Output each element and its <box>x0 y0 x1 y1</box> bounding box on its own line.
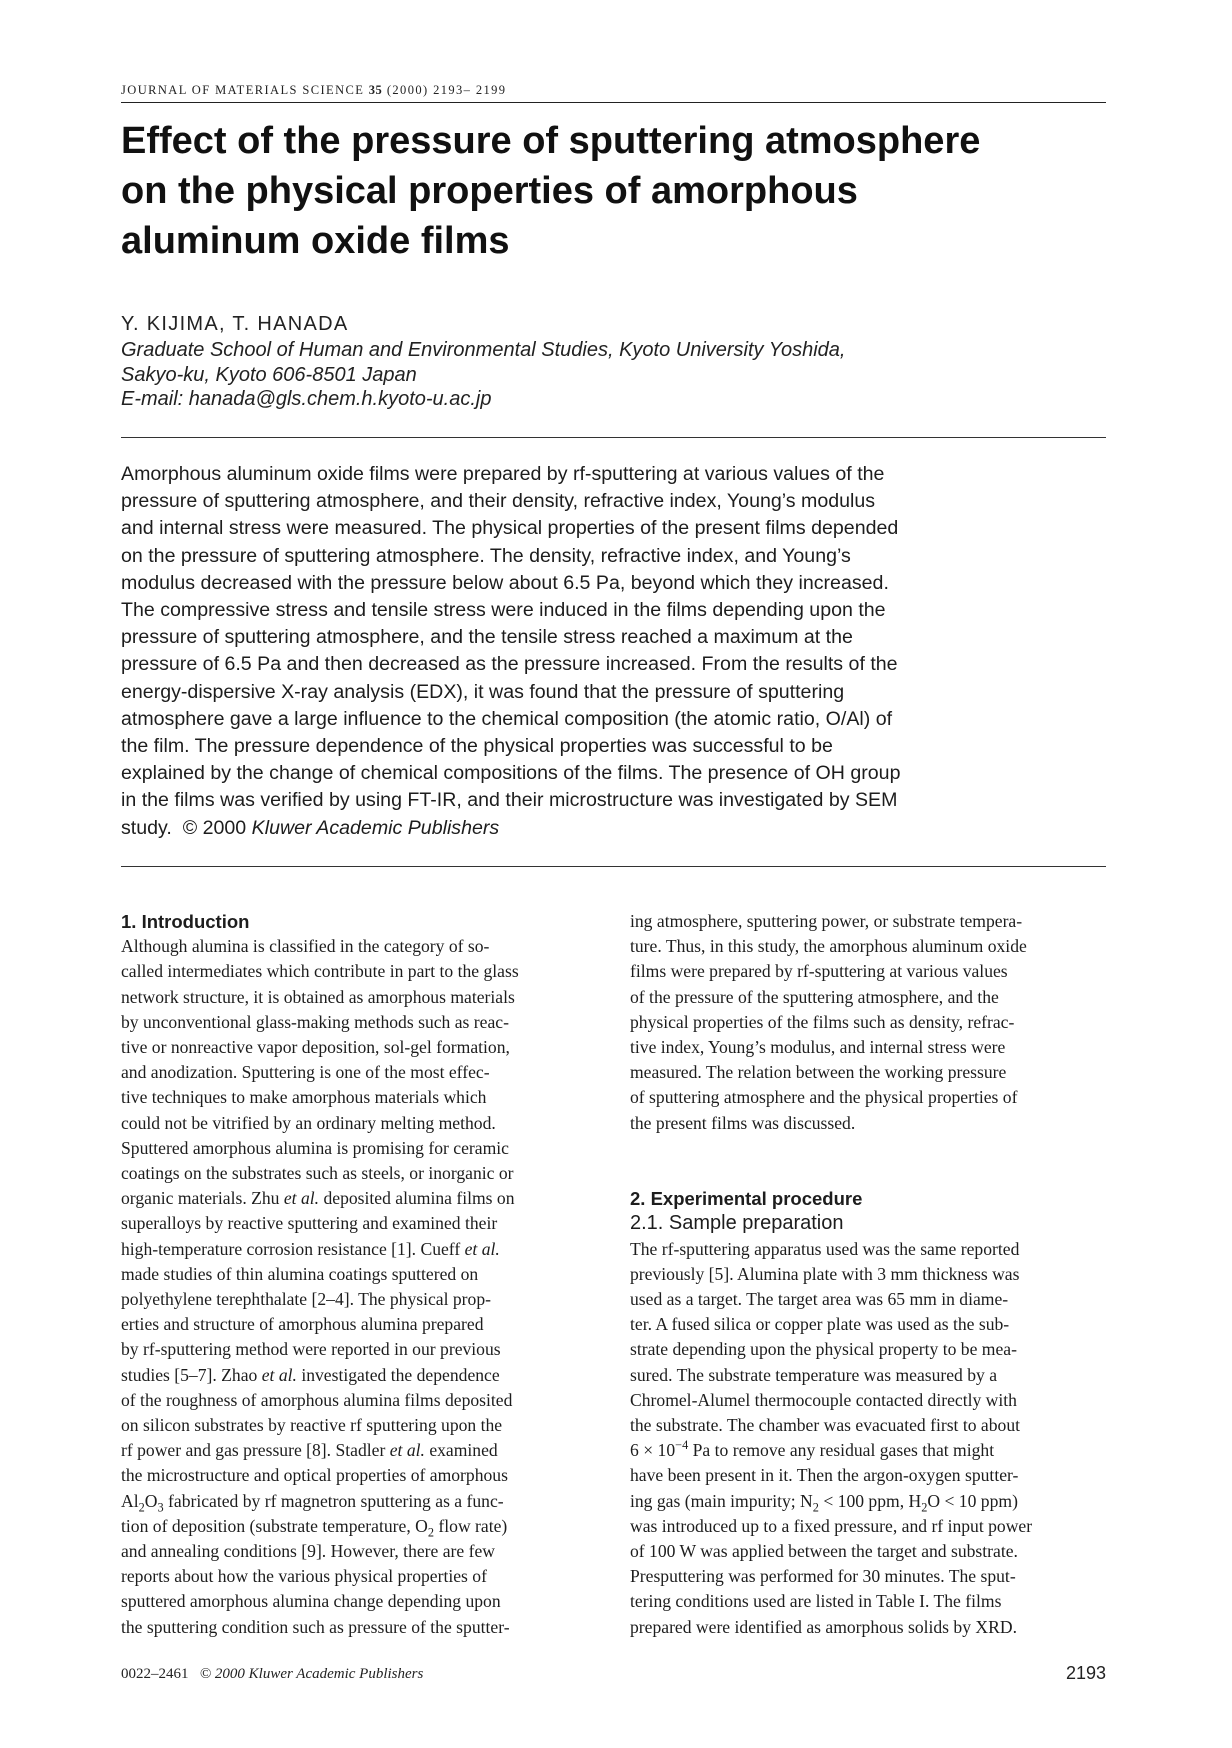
text-line: reports about how the various physical properties of <box>121 1566 487 1587</box>
text-line: the present films was discussed. <box>630 1112 856 1133</box>
text-line: of the pressure of the sputtering atmosphere, and the <box>630 986 999 1007</box>
text-line: used as a target. The target area was 65 mm in diame- <box>630 1289 1009 1310</box>
abstract-top-rule <box>121 437 1106 438</box>
text-line: rf power and gas pressure [8]. Stadler et al. examined <box>121 1440 498 1461</box>
abstract-line: the film. The pressure dependence of the physical properties was successful to be <box>121 735 833 758</box>
text-line: made studies of thin alumina coatings sputtered on <box>121 1263 479 1284</box>
abstract-line: modulus decreased with the pressure below about 6.5 Pa, beyond which they increased. <box>121 571 889 594</box>
text-line: tion of deposition (substrate temperature, $O_2$ flow rate) <box>121 1515 508 1540</box>
abstract-bottom-rule <box>121 866 1106 867</box>
text-line: could not be vitrified by an ordinary melting method. <box>121 1112 496 1133</box>
text-line: ing atmosphere, sputtering power, or substrate tempera- <box>630 911 1023 931</box>
text-line: tive techniques to make amorphous materials which <box>121 1087 487 1108</box>
text-line: of sputtering atmosphere and the physical properties of <box>630 1087 1018 1108</box>
page-number: 2193 <box>1065 1663 1106 1683</box>
text-line: films were prepared by rf-sputtering at various values <box>630 961 1008 982</box>
text-line: tive or nonreactive vapor deposition, sol-gel formation, <box>121 1037 510 1058</box>
abstract <box>121 461 1106 842</box>
abstract-line: energy-dispersive X-ray analysis (EDX), it was found that the pressure of sputtering <box>121 680 845 703</box>
text-line: Although alumina is classified in the category of so- <box>121 936 490 957</box>
section-spacer <box>630 1136 1106 1186</box>
text-line: high-temperature corrosion resistance [1]. Cueff et al. <box>121 1238 500 1259</box>
section-heading-introduction: 1. Introduction <box>121 911 250 932</box>
text-line: tive index, Young’s modulus, and internal stress were <box>630 1037 1006 1058</box>
text-line: coatings on the substrates such as steels, or inorganic or <box>121 1163 514 1184</box>
left-column <box>121 909 597 1640</box>
text-line: previously [5]. Alumina plate with 3 mm thickness was <box>630 1263 1020 1284</box>
text-line: physical properties of the films such as density, refrac- <box>630 1011 1015 1032</box>
text-line: sured. The substrate temperature was measured by a <box>630 1364 998 1385</box>
copyright-notice: © 2000 <box>182 816 247 839</box>
text-line: and annealing conditions [9]. However, there are few <box>121 1541 495 1562</box>
text-line: of 100 W was applied between the target and substrate. <box>630 1541 1018 1562</box>
text-line: of the roughness of amorphous alumina films deposited <box>121 1389 513 1410</box>
abstract-line: explained by the change of chemical compositions of the films. The presence of OH group <box>121 762 901 785</box>
text-line: Presputtering was performed for 30 minutes. The sput- <box>630 1566 1016 1587</box>
text-line: ture. Thus, in this study, the amorphous aluminum oxide <box>630 936 1027 957</box>
text-line: strate depending upon the physical property to be mea- <box>630 1339 1017 1360</box>
text-line: erties and structure of amorphous alumina prepared <box>121 1314 484 1335</box>
publisher-name: Kluwer Academic Publishers <box>251 816 500 839</box>
abstract-line: and internal stress were measured. The physical properties of the present films depended <box>121 517 899 540</box>
text-line: and anodization. Sputtering is one of the most effec- <box>121 1062 490 1083</box>
abstract-line: pressure of 6.5 Pa and then decreased as the pressure increased. From the results of the <box>121 653 898 676</box>
abstract-last-line: study. © 2000 Kluwer Academic Publishers <box>121 816 500 839</box>
right-column <box>630 909 1106 1640</box>
text-line: $6 \times 10^{-4}$ Pa to remove any residual gases that might <box>630 1438 995 1461</box>
title-line: aluminum oxide films <box>121 220 510 262</box>
text-line: Sputtered amorphous alumina is promising for ceramic <box>121 1137 509 1158</box>
text-line: polyethylene terephthalate [2–4]. The physical prop- <box>121 1289 491 1310</box>
text-line: the substrate. The chamber was evacuated first to about <box>630 1415 1021 1436</box>
abstract-line: atmosphere gave a large influence to the chemical composition (the atomic ratio, O/Al) of <box>121 707 893 730</box>
text-line: superalloys by reactive sputtering and examined their <box>121 1213 498 1234</box>
affiliation <box>121 338 1106 412</box>
text-line: tering conditions used are listed in Table I. The films <box>630 1591 1002 1612</box>
text-line: was introduced up to a fixed pressure, and rf input power <box>630 1515 1033 1536</box>
text-line: The rf-sputtering apparatus used was the same reported <box>630 1238 1020 1259</box>
text-line: have been present in it. Then the argon-oxygen sputter- <box>630 1465 1019 1486</box>
journal-name: JOURNAL OF MATERIALS SCIENCE <box>121 83 365 97</box>
author-list: Y. KIJIMA, T. HANADA <box>121 313 349 335</box>
email-line: E-mail: hanada@gls.chem.h.kyoto-u.ac.jp <box>121 388 492 410</box>
section-heading-experimental: 2. Experimental procedure <box>630 1188 863 1210</box>
abstract-line: pressure of sputtering atmosphere, and the tensile stress reached a maximum at the <box>121 626 853 649</box>
footer-copyright: © 2000 Kluwer Academic Publishers <box>199 1666 424 1682</box>
text-line: measured. The relation between the working pressure <box>630 1062 1007 1083</box>
text-line: the microstructure and optical properties of amorphous <box>121 1465 508 1486</box>
text-line: by rf-sputtering method were reported in our previous <box>121 1339 501 1360</box>
text-line: ing gas (main impurity; $N_2 < 100$ ppm, $H_2O < 10$ ppm) <box>630 1490 1018 1515</box>
text-line: Chromel-Alumel thermocouple contacted directly with <box>630 1389 1017 1410</box>
text-line: studies [5–7]. Zhao et al. investigated the dependence <box>121 1364 500 1385</box>
text-line: ter. A fused silica or copper plate was used as the sub- <box>630 1314 1010 1335</box>
footer-issn: 0022–2461 © 2000 Kluwer Academic Publishers <box>121 1666 424 1682</box>
journal-running-header <box>121 83 1106 103</box>
text-line: by unconventional glass-making methods such as reac- <box>121 1011 509 1032</box>
article-title <box>121 116 1106 266</box>
text-line: on silicon substrates by reactive rf sputtering upon the <box>121 1415 503 1436</box>
abstract-line: pressure of sputtering atmosphere, and their density, refractive index, Young’s modulus <box>121 490 876 513</box>
text-line: the sputtering condition such as pressure of the sputter- <box>121 1616 510 1637</box>
abstract-line: The compressive stress and tensile stress were induced in the films depending upon the <box>121 599 886 622</box>
journal-volume: 35 <box>368 83 383 97</box>
affiliation-line: Graduate School of Human and Environmental Studies, Kyoto University Yoshida, <box>121 339 846 361</box>
affiliation-line: Sakyo-ku, Kyoto 606-8501 Japan <box>121 363 417 386</box>
journal-year-pages: (2000) 2193– 2199 <box>386 83 507 97</box>
abstract-line: Amorphous aluminum oxide films were prepared by rf-sputtering at various values of the <box>121 463 885 485</box>
abstract-line: on the pressure of sputtering atmosphere. The density, refractive index, and Young’s <box>121 544 851 567</box>
text-line: sputtered amorphous alumina change depending upon <box>121 1591 501 1612</box>
text-line: prepared were identified as amorphous solids by XRD. <box>630 1616 1017 1637</box>
text-line: called intermediates which contribute in part to the glass <box>121 961 519 982</box>
title-line: on the physical properties of amorphous <box>121 170 858 212</box>
text-line: $Al_2O_3$ fabricated by rf magnetron sputtering as a func- <box>121 1490 504 1515</box>
subsection-heading-sample-preparation: 2.1. Sample preparation <box>630 1212 844 1235</box>
text-line: organic materials. Zhu et al. deposited alumina films on <box>121 1188 515 1209</box>
title-line: Effect of the pressure of sputtering atmosphere <box>121 120 981 162</box>
abstract-line: in the films was verified by using FT-IR, and their microstructure was investigated by SEM <box>121 789 898 812</box>
text-line: network structure, it is obtained as amorphous materials <box>121 986 515 1007</box>
